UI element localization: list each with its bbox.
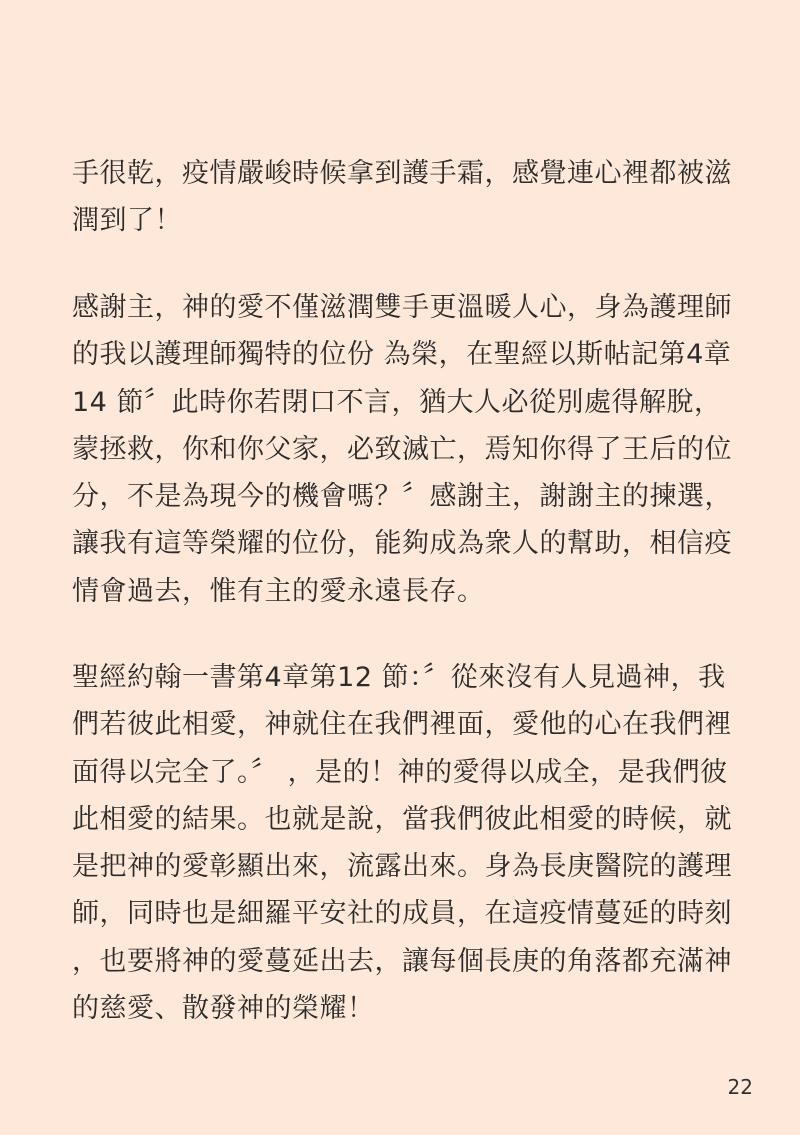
text-line: 分，不是為現今的機會嗎？〞感謝主，謝謝主的揀選， bbox=[72, 481, 732, 513]
text-line: 面得以完全了。〞 ，是的！神的愛得以成全，是我們彼 bbox=[72, 756, 728, 788]
text-line: ，也要將神的愛蔓延出去，讓每個長庚的角落都充滿神 bbox=[72, 945, 732, 977]
text-line: 師，同時也是細羅平安社的成員，在這疫情蔓延的時刻 bbox=[72, 898, 732, 930]
text-line: 情會過去，惟有主的愛永遠長存。 bbox=[72, 575, 485, 607]
text-line: 們若彼此相愛，神就住在我們裡面，愛他的心在我們裡 bbox=[72, 709, 732, 741]
text-line: 手很乾，疫情嚴峻時候拿到護手霜，感覺連心裡都被滋 bbox=[72, 158, 732, 189]
text-line: 聖經約翰一書第4章第12 節：〞從來沒有人見過神，我 bbox=[72, 662, 726, 693]
page-number: 22 bbox=[727, 1075, 753, 1099]
paragraph-2 bbox=[72, 284, 732, 615]
text-line: 蒙拯救，你和你父家，必致滅亡，焉知你得了王后的位 bbox=[72, 433, 732, 465]
text-line: 感謝主，神的愛不僅滋潤雙手更溫暖人心，身為護理師 bbox=[72, 292, 732, 323]
paragraph-1 bbox=[72, 150, 732, 245]
text-line: 此相愛的結果。也就是說，當我們彼此相愛的時候，就 bbox=[72, 803, 732, 835]
text-line: 14 節〞此時你若閉口不言，猶大人必從別處得解脫， bbox=[72, 386, 722, 418]
text-line: 是把神的愛彰顯出來，流露出來。身為長庚醫院的護理 bbox=[72, 851, 732, 883]
paragraph-3 bbox=[72, 654, 732, 1032]
text-line: 的我以護理師獨特的位份 為榮，在聖經以斯帖記第4章 bbox=[72, 339, 732, 371]
text-line: 潤到了！ bbox=[72, 205, 182, 237]
text-line: 的慈愛、散發神的榮耀！ bbox=[72, 993, 375, 1025]
text-line: 讓我有這等榮耀的位份，能夠成為衆人的幫助，相信疫 bbox=[72, 528, 732, 560]
